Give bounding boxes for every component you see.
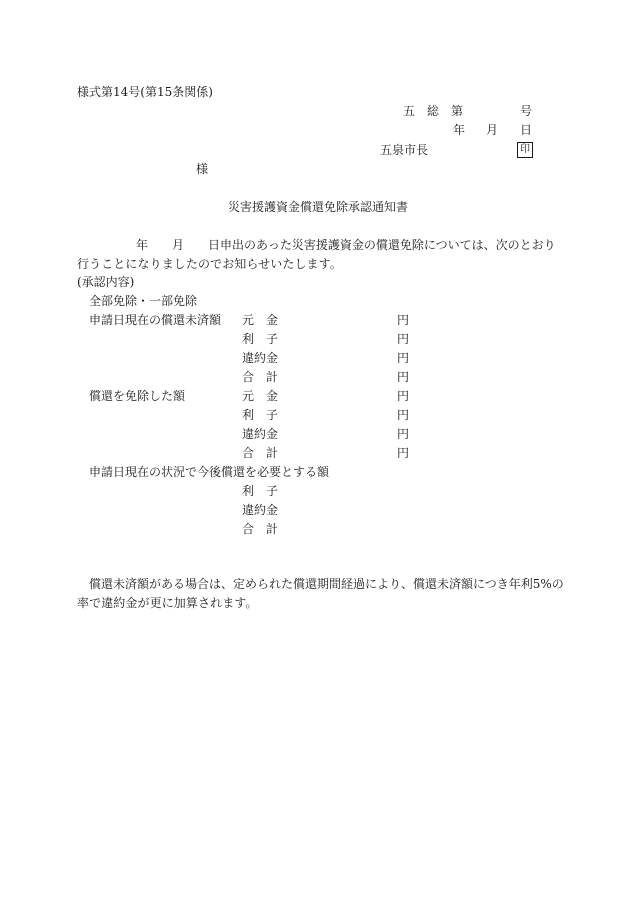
issuer-name: 五泉市長 [380,143,429,157]
row-item: 合 計 [242,370,279,384]
document-number-suffix: 号 [520,104,533,118]
row-item: 元 金 [242,389,279,403]
row-unit: 円 [397,389,410,403]
row-item: 合 計 [242,522,279,536]
row-unit: 円 [397,332,410,346]
intro-text-line1: 日申出のあった災害援護資金の償還免除については、次のとおり [208,238,556,252]
intro-month: 月 [172,238,185,252]
date-day: 日 [520,123,533,137]
row-item: 利 子 [242,332,279,346]
date-month: 月 [486,123,499,137]
note-line1: 償還未済額がある場合は、定められた償還期間経過により、償還未済額につき年利5%の [89,577,564,591]
note-line2: 率で違約金が更に加算されます。 [77,596,258,610]
row-item: 違約金 [242,503,279,517]
section-label-exempted: 償還を免除した額 [89,389,186,403]
exemption-type: 全部免除・一部免除 [89,294,198,308]
row-item: 違約金 [242,351,279,365]
document-number-prefix: 五 総 第 [403,104,464,118]
row-item: 利 子 [242,484,279,498]
seal-mark: 印 [517,142,533,158]
intro-text-line2: 行うことになりましたのでお知らせいたします。 [77,257,342,271]
row-item: 違約金 [242,427,279,441]
row-unit: 円 [397,427,410,441]
form-number: 様式第14号(第15条関係) [77,85,213,99]
row-item: 利 子 [242,408,279,422]
row-item: 元 金 [242,313,279,327]
row-unit: 円 [397,446,410,460]
document-title: 災害援護資金償還免除承認通知書 [228,200,409,214]
row-unit: 円 [397,370,410,384]
row-unit: 円 [397,408,410,422]
row-unit: 円 [397,351,410,365]
row-item: 合 計 [242,446,279,460]
intro-year: 年 [136,238,149,252]
addressee-suffix: 様 [196,162,209,176]
row-unit: 円 [397,313,410,327]
section-label-remaining: 申請日現在の状況で今後償還を必要とする額 [89,465,330,479]
section-label-outstanding: 申請日現在の償還未済額 [89,313,222,327]
approval-heading: (承認内容) [77,275,135,289]
date-year: 年 [453,123,466,137]
